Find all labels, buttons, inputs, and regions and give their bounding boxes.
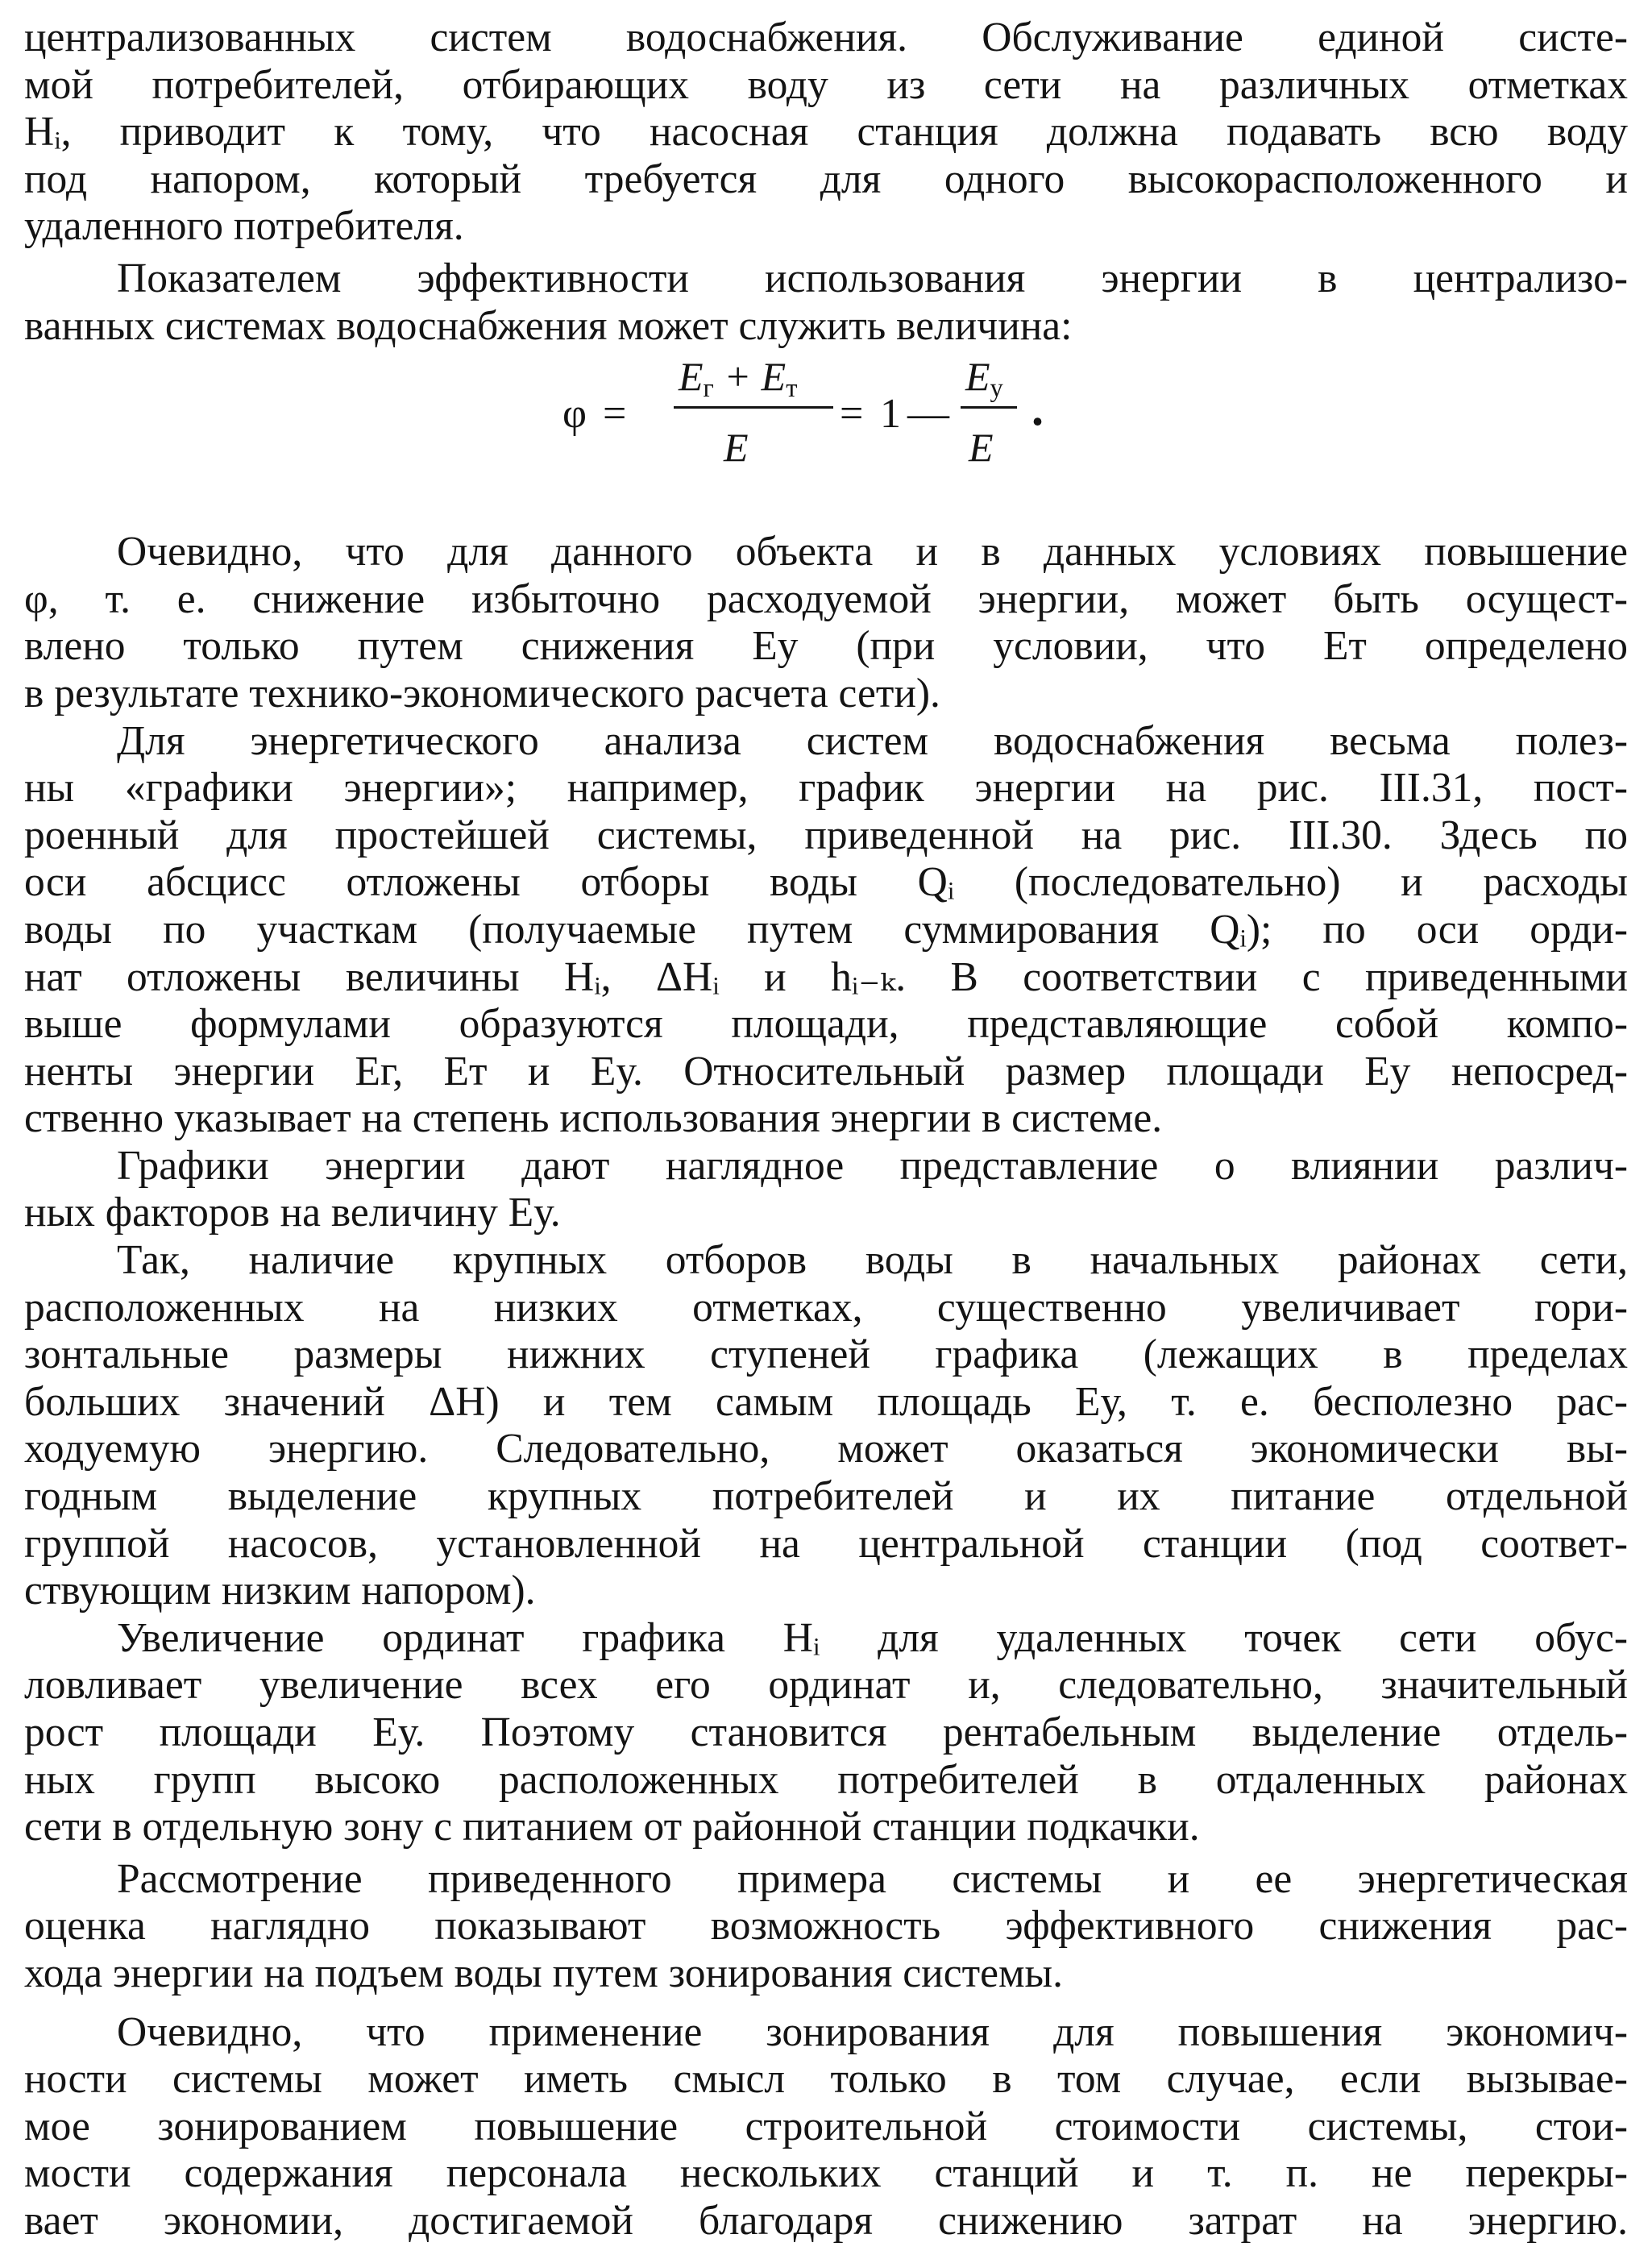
- paragraph-8: [24, 1856, 1628, 1998]
- text-line: под напором, который требуется для одного высокорасположенного и: [24, 156, 1628, 202]
- text-line: рост площади Eу. Поэтому становится рентабельным выделение отдель-: [24, 1709, 1628, 1755]
- text-line: ности системы может иметь смысл только в том случае, если вызывае-: [24, 2056, 1628, 2103]
- formula-symbol: E: [965, 354, 990, 400]
- text-line: больших значений ΔH) и тем самым площадь Eу, т. е. бесполезно рас-: [24, 1378, 1628, 1425]
- text-line: Очевидно, что применение зонирования для повышения экономич-: [117, 2008, 1628, 2055]
- text-line: мое зонированием повышение строительной стоимости системы, стои-: [24, 2103, 1628, 2149]
- text-line: Графики энергии дают наглядное представление о влиянии различ-: [117, 1142, 1628, 1189]
- text-line: мости содержания персонала нескольких станций и т. п. не перекры-: [24, 2150, 1628, 2197]
- formula-subscript: у: [990, 374, 1003, 404]
- text-line: сети в отдельную зону с питанием от районной станции подкачки.: [24, 1804, 1200, 1850]
- text-line: воды по участкам (получаемые путем суммирования Qᵢ); по оси орди-: [24, 906, 1628, 953]
- text-line: нат отложены величины Hᵢ, ΔHᵢ и hᵢ₋ₖ. В соответствии с приведенными: [24, 953, 1628, 1000]
- formula-one: 1: [880, 391, 901, 438]
- text-line: Hᵢ, приводит к тому, что насосная станция должна подавать всю воду: [24, 109, 1628, 156]
- formula-subscript: г: [703, 374, 714, 404]
- formula-symbol: + E: [713, 354, 787, 400]
- paragraph-1: [24, 15, 1628, 251]
- text-line: влено только путем снижения Eу (при условии, что Eт определено: [24, 623, 1628, 670]
- text-line: оси абсцисс отложены отборы воды Qᵢ (последовательно) и расходы: [24, 859, 1628, 906]
- formula-phi: φ: [562, 391, 587, 438]
- formula-end-dot: .: [1031, 382, 1044, 436]
- text-line: годным выделение крупных потребителей и их питание отдельной: [24, 1473, 1628, 1520]
- formula-equals: =: [840, 391, 864, 438]
- formula-numerator: [965, 353, 1003, 413]
- formula-symbol: E: [679, 354, 704, 400]
- text-line: ны «графики энергии»; например, график энергии на рис. III.31, пост-: [24, 765, 1628, 812]
- text-line: ных групп высоко расположенных потребителей в отдаленных районах: [24, 1756, 1628, 1803]
- text-line: ловливает увеличение всех его ординат и, следовательно, значительный: [24, 1662, 1628, 1709]
- text-line: ходуемую энергию. Следовательно, может оказаться экономически вы-: [24, 1426, 1628, 1472]
- text-line: в результате технико-экономического расчета сети).: [24, 670, 940, 716]
- fraction-bar: [674, 406, 833, 409]
- text-line: централизованных систем водоснабжения. Обслуживание единой систе-: [24, 15, 1628, 60]
- text-line: удаленного потребителя.: [24, 203, 464, 250]
- paragraph-7: [24, 1615, 1628, 1851]
- formula-minus: —: [907, 391, 949, 438]
- paragraph-2: [24, 255, 1628, 350]
- text-line: Показателем эффективности использования энергии в централизо-: [117, 255, 1628, 301]
- efficiency-formula: [24, 353, 1628, 482]
- text-line: Увеличение ординат графика Hᵢ для удаленных точек сети обус-: [117, 1614, 1628, 1661]
- text-line: мой потребителей, отбирающих воду из сети на различных отметках: [24, 61, 1628, 108]
- text-line: вает экономии, достигаемой благодаря снижению затрат на энергию.: [24, 2197, 1628, 2244]
- paragraph-6: [24, 1237, 1628, 1615]
- formula-denominator: E: [969, 425, 994, 471]
- text-line: φ, т. е. снижение избыточно расходуемой энергии, может быть осущест-: [24, 575, 1628, 622]
- paragraph-5: [24, 1143, 1628, 1237]
- text-line: ненты энергии Eг, Eт и Eу. Относительный размер площади Eу непосред-: [24, 1048, 1628, 1094]
- text-line: группой насосов, установленной на центральной станции (под соответ-: [24, 1520, 1628, 1567]
- document-page: [24, 15, 1628, 2245]
- text-line: выше формулами образуются площади, представляющие собой компо-: [24, 1001, 1628, 1048]
- formula-numerator: [679, 353, 797, 413]
- text-line: ванных системах водоснабжения может служить величина:: [24, 302, 1073, 349]
- text-line: ных факторов на величину Eу.: [24, 1190, 561, 1236]
- text-line: ственно указывает на степень использования энергии в системе.: [24, 1095, 1163, 1142]
- text-line: расположенных на низких отметках, существенно увеличивает гори-: [24, 1284, 1628, 1331]
- text-line: ствующим низким напором).: [24, 1568, 536, 1614]
- text-line: Рассмотрение приведенного примера системы и ее энергетическая: [117, 1855, 1628, 1902]
- text-line: Очевидно, что для данного объекта и в данных условиях повышение: [117, 529, 1628, 575]
- text-line: роенный для простейшей системы, приведенной на рис. III.30. Здесь по: [24, 812, 1628, 858]
- paragraph-4: [24, 718, 1628, 1143]
- text-line: оценка наглядно показывают возможность эффективного снижения рас-: [24, 1903, 1628, 1950]
- text-line: зонтальные размеры нижних ступеней графика (лежащих в пределах: [24, 1331, 1628, 1378]
- formula-equals: =: [603, 391, 627, 438]
- paragraph-9: [24, 2009, 1628, 2245]
- fraction-bar: [961, 406, 1017, 409]
- formula-subscript: т: [786, 374, 798, 404]
- formula-denominator: E: [724, 425, 749, 471]
- text-line: Для энергетического анализа систем водоснабжения весьма полез-: [117, 717, 1628, 764]
- text-line: хода энергии на подъем воды путем зонирования системы.: [24, 1950, 1064, 1996]
- paragraph-3: [24, 529, 1628, 717]
- text-line: Так, наличие крупных отборов воды в начальных районах сети,: [117, 1237, 1628, 1284]
